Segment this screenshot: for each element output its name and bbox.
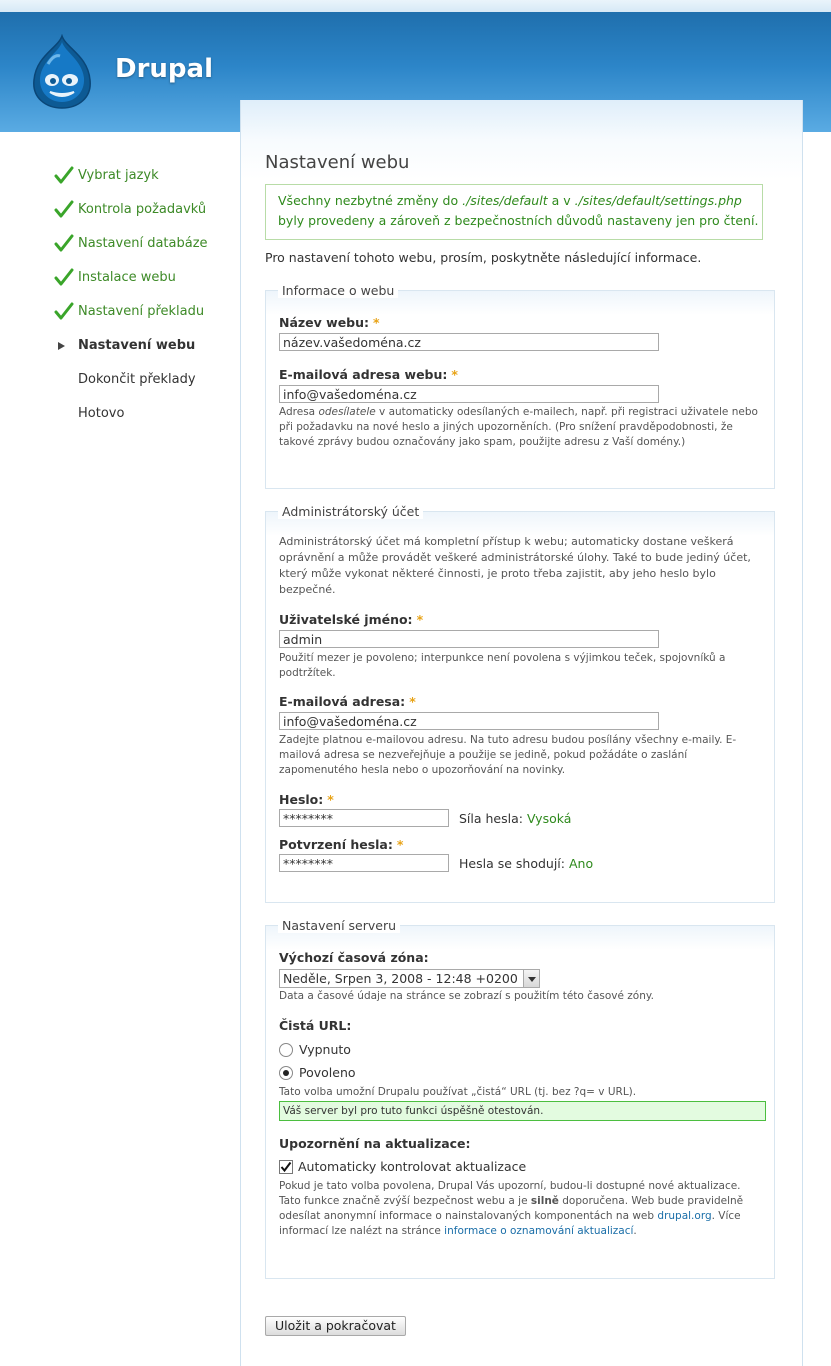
task-label: Instalace webu	[78, 270, 176, 285]
confirm-password-label: Potvrzení hesla: *	[279, 837, 404, 852]
status-text: Všechny nezbytné změny do	[278, 193, 463, 208]
checkmark-icon	[54, 268, 74, 288]
drupal-org-link[interactable]: drupal.org	[657, 1210, 712, 1222]
task-label: Nastavení webu	[78, 338, 196, 353]
site-name-input[interactable]: název.vašedoména.cz	[279, 333, 659, 351]
timezone-selected-value: Neděle, Srpen 3, 2008 - 12:48 +0200	[283, 971, 518, 986]
checkmark-icon	[54, 166, 74, 186]
site-information-fieldset	[265, 283, 775, 489]
admin-email-input[interactable]: info@vašedoména.cz	[279, 712, 659, 730]
update-info-link[interactable]: informace o oznamování aktualizací	[444, 1225, 634, 1237]
status-path: ./sites/default	[462, 193, 548, 208]
task-label: Kontrola požadavků	[78, 202, 207, 217]
password-match: Hesla se shodují: Ano	[459, 856, 594, 871]
intro-text: Pro nastavení tohoto webu, prosím, poskytněte následující informace.	[265, 250, 702, 265]
required-marker: *	[373, 315, 380, 330]
fieldset-legend: Informace o webu	[278, 283, 398, 298]
fieldset-legend: Nastavení serveru	[278, 918, 400, 933]
status-path: ./sites/default/settings.php	[574, 193, 742, 208]
required-marker: *	[396, 837, 404, 852]
timezone-description: Data a časové údaje na stránce se zobrazí s použitím této časové zóny.	[279, 990, 654, 1002]
task-label: Vybrat jazyk	[78, 168, 159, 183]
page-title: Nastavení webu	[265, 152, 410, 173]
dropdown-button[interactable]	[523, 970, 539, 987]
task-label: Nastavení databáze	[78, 236, 208, 251]
site-name: Drupal	[115, 54, 213, 84]
admin-email-description: Zadejte platnou e-mailovou adresu. Na tuto adresu budou posílány všechny e-maily. E-mailová adresa se nezveřejňuje a použije se jedině, pokud požádáte o zaslání zapomenutého hesla nebo o upozorňování na novinky.	[279, 734, 737, 776]
status-message	[265, 184, 763, 240]
main-content	[240, 100, 803, 1366]
server-settings-fieldset	[265, 918, 775, 1279]
checkbox-label: Automaticky kontrolovat aktualizace	[298, 1159, 527, 1174]
update-notifications-description: Pokud je tato volba povolena, Drupal Vás upozorní, budou-li dostupné nové aktualizace. Tato funkce značně zvýší bezpečnost webu a je silně doporučena. Web bude pravidelně odesílat anonymní informace o nainstalovaných komponentách na web drupal.org. Více informací lze nalézt na stránce informace o oznamování aktualizací.	[279, 1180, 744, 1237]
checkmark-icon	[54, 302, 74, 322]
checkmark-icon	[280, 1161, 292, 1173]
status-text: a v	[547, 193, 575, 208]
password-match-value: Ano	[568, 856, 594, 871]
password-strength-value: Vysoká	[526, 811, 572, 826]
checkmark-icon	[54, 200, 74, 220]
checkbox-box[interactable]	[279, 1160, 293, 1174]
clean-url-success-message: Váš server byl pro tuto funkci úspěšně otestován.	[279, 1101, 766, 1121]
admin-account-intro: Administrátorský účet má kompletní přístup k webu; automaticky dostane veškerá oprávnění a může provádět veškeré administrátorské úlohy. Také to bude jediný účet, který může vykonat některé činnosti, je proto třeba zajistit, aby jeho heslo bylo bezpečné.	[279, 535, 751, 596]
checkmark-icon	[54, 234, 74, 254]
timezone-select[interactable]	[279, 969, 540, 988]
radio-label: Povoleno	[299, 1065, 356, 1080]
site-email-label: E-mailová adresa webu: *	[279, 367, 458, 382]
password-strength: Síla hesla: Vysoká	[459, 811, 572, 826]
required-marker: *	[451, 367, 458, 382]
required-marker: *	[409, 694, 416, 709]
username-description: Použití mezer je povoleno; interpunkce není povolena s výjimkou teček, spojovníků a podtržítek.	[279, 652, 726, 679]
admin-email-label: E-mailová adresa: *	[279, 694, 416, 709]
task-label: Hotovo	[78, 406, 125, 421]
task-label: Dokončit překlady	[78, 372, 196, 387]
clean-url-description: Tato volba umožní Drupalu používat „čistá“ URL (tj. bez ?q= v URL).	[279, 1086, 637, 1098]
radio-button[interactable]	[279, 1066, 293, 1080]
task-label: Nastavení překladu	[78, 304, 205, 319]
password-input[interactable]: ********	[279, 809, 449, 827]
required-marker: *	[416, 612, 424, 627]
drupal-logo-icon	[30, 34, 94, 110]
status-text: byly provedeny a zároveň z bezpečnostních důvodů nastaveny jen pro čtení.	[278, 213, 759, 228]
task-list	[0, 132, 240, 1366]
password-label: Heslo: *	[279, 792, 334, 807]
username-label: Uživatelské jméno: *	[279, 612, 424, 627]
radio-label: Vypnuto	[299, 1042, 351, 1057]
required-marker: *	[327, 792, 334, 807]
confirm-password-input[interactable]: ********	[279, 854, 449, 872]
username-input[interactable]: admin	[279, 630, 659, 648]
save-and-continue-button[interactable]: Uložit a pokračovat	[265, 1316, 406, 1336]
fieldset-legend: Administrátorský účet	[278, 504, 423, 519]
site-name-label: Název webu: *	[279, 315, 380, 330]
admin-account-fieldset	[265, 504, 775, 903]
update-notifications-label: Upozornění na aktualizace:	[279, 1136, 471, 1151]
site-email-input[interactable]: info@vašedoména.cz	[279, 385, 659, 403]
current-arrow-icon	[58, 342, 65, 350]
chevron-down-icon	[528, 977, 536, 982]
site-email-description: Adresa odesílatele v automaticky odesílaných e-mailech, např. při registraci uživatele nebo při požadavku na nové heslo a jiných upozorněních. (Pro snížení pravděpodobnosti, že takové zprávy budou označovány jako spam, použijte adresu z Vaší domény.)	[279, 406, 758, 448]
timezone-label: Výchozí časová zóna:	[279, 950, 429, 965]
radio-button[interactable]	[279, 1043, 293, 1057]
clean-url-label: Čistá URL:	[279, 1018, 352, 1033]
